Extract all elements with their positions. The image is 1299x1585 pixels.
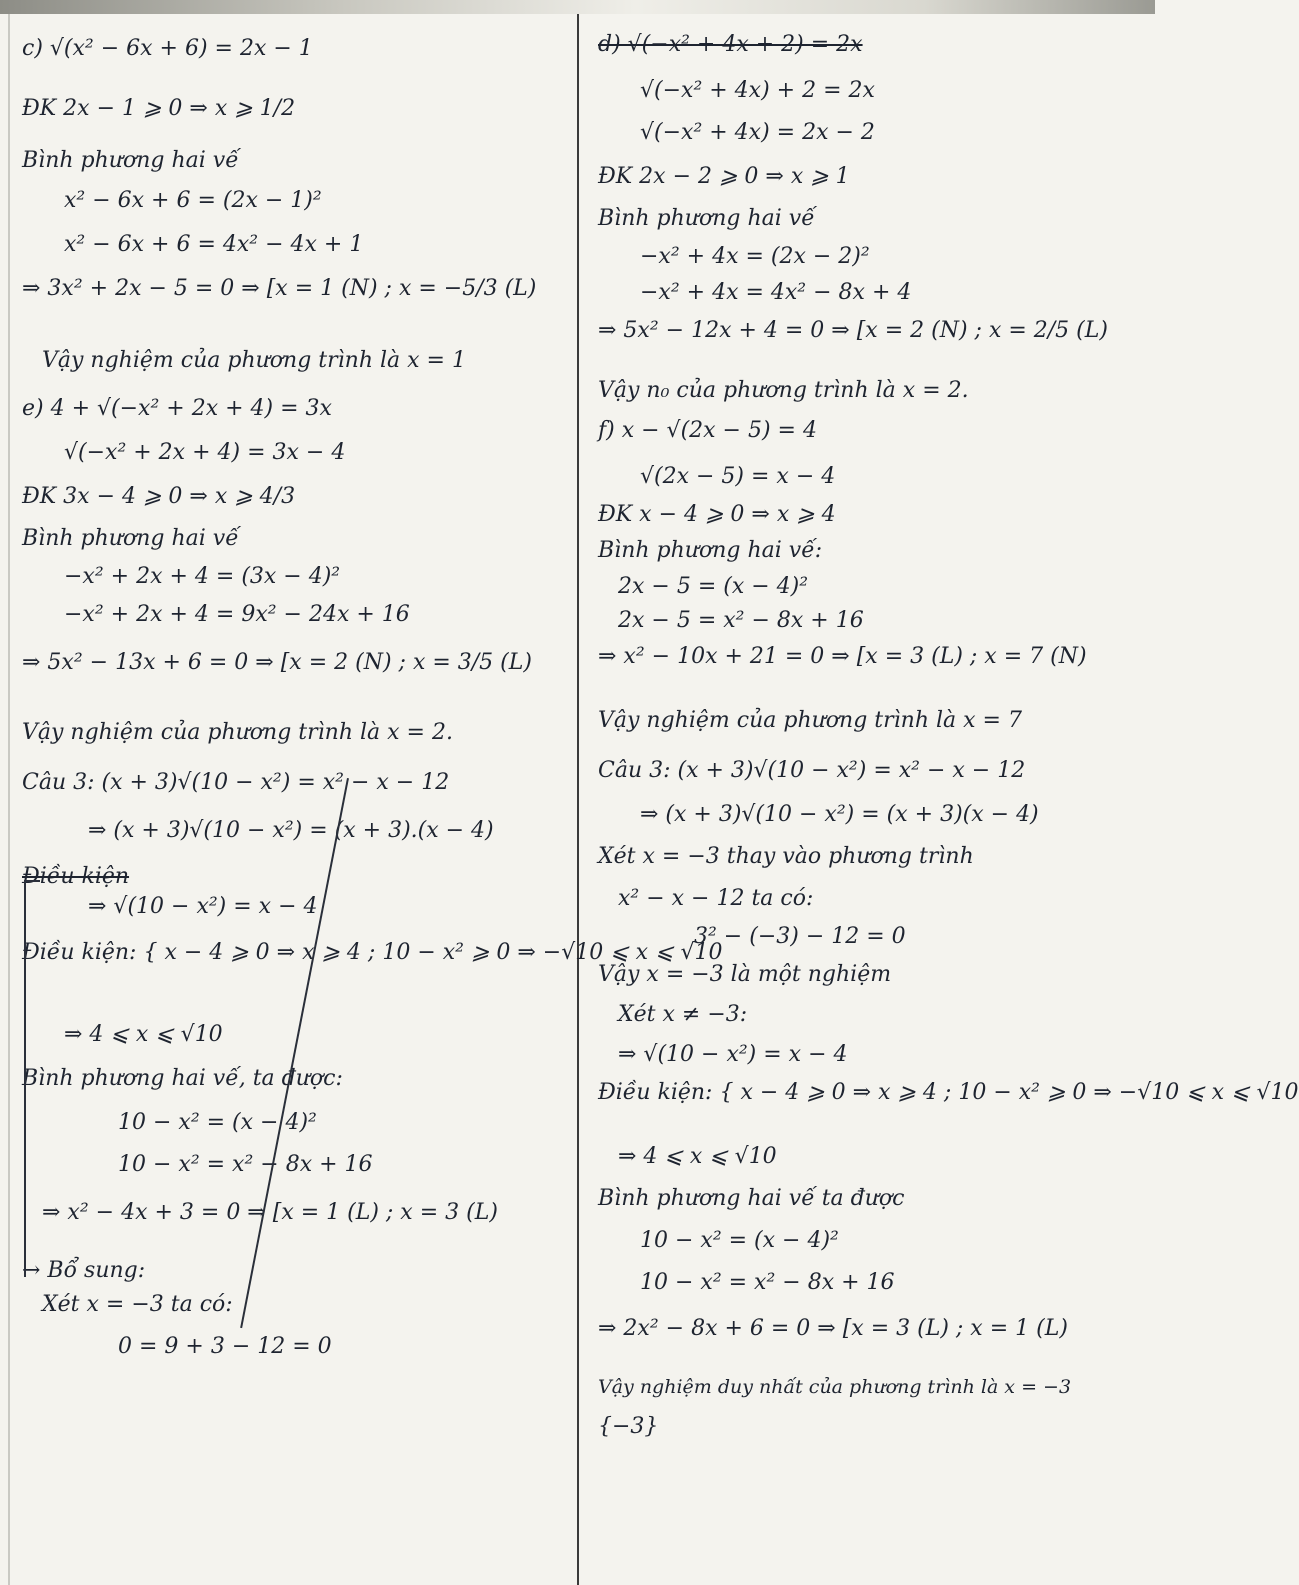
left-line: x² − 6x + 6 = (2x − 1)² (64, 188, 322, 213)
left-line: Vậy nghiệm của phương trình là x = 2. (22, 720, 453, 745)
left-line: ⇒ 3x² + 2x − 5 = 0 ⇒ [x = 1 (N) ; x = −5/3 (L) (22, 276, 537, 301)
right-line: Vậy nghiệm duy nhất của phương trình là x = −3 (598, 1376, 1072, 1398)
left-line: Điều kiện: { x − 4 ⩾ 0 ⇒ x ⩾ 4 ; 10 − x² ⩾ 0 ⇒ −√10 ⩽ x ⩽ √10 (22, 940, 723, 965)
right-line: Vậy nghiệm của phương trình là x = 7 (598, 708, 1022, 733)
right-line: Vậy n₀ của phương trình là x = 2. (598, 378, 969, 403)
left-line: → Bổ sung: (22, 1258, 146, 1283)
right-line: √(2x − 5) = x − 4 (640, 464, 836, 489)
left-line: ⇒ x² − 4x + 3 = 0 ⇒ [x = 1 (L) ; x = 3 (L) (42, 1200, 498, 1225)
right-line: Bình phương hai vế ta được (598, 1186, 905, 1211)
right-line: Điều kiện: { x − 4 ⩾ 0 ⇒ x ⩾ 4 ; 10 − x² ⩾ 0 ⇒ −√10 ⩽ x ⩽ √10 (598, 1080, 1299, 1105)
right-line: ⇒ (x + 3)√(10 − x²) = (x + 3)(x − 4) (640, 802, 1039, 827)
right-line: f) x − √(2x − 5) = 4 (598, 418, 817, 443)
left-line: ĐK 2x − 1 ⩾ 0 ⇒ x ⩾ 1/2 (22, 96, 296, 121)
right-line: Xét x ≠ −3: (618, 1002, 748, 1027)
right-line: Vậy x = −3 là một nghiệm (598, 962, 892, 987)
left-line: −x² + 2x + 4 = 9x² − 24x + 16 (64, 602, 410, 627)
left-line: c) √(x² − 6x + 6) = 2x − 1 (22, 36, 313, 61)
left-line: 0 = 9 + 3 − 12 = 0 (118, 1334, 332, 1359)
right-line: 10 − x² = (x − 4)² (640, 1228, 839, 1253)
right-line: √(−x² + 4x) + 2 = 2x (640, 78, 875, 103)
left-line: ⇒ (x + 3)√(10 − x²) = (x + 3).(x − 4) (88, 818, 494, 843)
right-line: 10 − x² = x² − 8x + 16 (640, 1270, 895, 1295)
right-line: Bình phương hai vế (598, 206, 815, 231)
left-line: −x² + 2x + 4 = (3x − 4)² (64, 564, 341, 589)
left-line-struck: Điều kiện (22, 864, 130, 889)
right-line: 2x − 5 = (x − 4)² (618, 574, 809, 599)
column-divider (577, 14, 579, 1585)
photo-top-edge (0, 0, 1155, 14)
right-line: Bình phương hai vế: (598, 538, 823, 563)
left-line: ĐK 3x − 4 ⩾ 0 ⇒ x ⩾ 4/3 (22, 484, 296, 509)
right-line: ĐK x − 4 ⩾ 0 ⇒ x ⩾ 4 (598, 502, 836, 527)
left-line: Bình phương hai vế, ta được: (22, 1066, 343, 1091)
right-line: ⇒ 5x² − 12x + 4 = 0 ⇒ [x = 2 (N) ; x = 2/5 (L) (598, 318, 1108, 343)
right-line: −x² + 4x = (2x − 2)² (640, 244, 870, 269)
left-line: Bình phương hai vế (22, 148, 239, 173)
left-line: 10 − x² = (x − 4)² (118, 1110, 317, 1135)
left-line: √(−x² + 2x + 4) = 3x − 4 (64, 440, 346, 465)
left-line: Bình phương hai vế (22, 526, 239, 551)
right-line: 2x − 5 = x² − 8x + 16 (618, 608, 864, 633)
right-line: ⇒ 4 ⩽ x ⩽ √10 (618, 1144, 777, 1169)
right-line: {−3} (598, 1414, 659, 1439)
right-line: ⇒ 2x² − 8x + 6 = 0 ⇒ [x = 3 (L) ; x = 1 (L) (598, 1316, 1068, 1341)
left-line: ⇒ 5x² − 13x + 6 = 0 ⇒ [x = 2 (N) ; x = 3/5 (L) (22, 650, 532, 675)
right-line: ⇒ √(10 − x²) = x − 4 (618, 1042, 848, 1067)
right-line: Câu 3: (x + 3)√(10 − x²) = x² − x − 12 (598, 758, 1026, 783)
left-line: Câu 3: (x + 3)√(10 − x²) = x² − x − 12 (22, 770, 450, 795)
right-line: Xét x = −3 thay vào phương trình (598, 844, 974, 869)
left-line: e) 4 + √(−x² + 2x + 4) = 3x (22, 396, 332, 421)
left-line: 10 − x² = x² − 8x + 16 (118, 1152, 373, 1177)
revision-bracket (24, 880, 40, 1277)
left-line: Vậy nghiệm của phương trình là x = 1 (42, 348, 466, 373)
pen-stroke (240, 778, 349, 1328)
right-line: ⇒ x² − 10x + 21 = 0 ⇒ [x = 3 (L) ; x = 7 (N) (598, 644, 1087, 669)
left-line: ⇒ √(10 − x²) = x − 4 (88, 894, 318, 919)
left-margin-line (8, 14, 10, 1585)
left-line: x² − 6x + 6 = 4x² − 4x + 1 (64, 232, 364, 257)
right-line: x² − x − 12 ta có: (618, 886, 814, 911)
right-line: 3² − (−3) − 12 = 0 (694, 924, 906, 949)
left-line: Xét x = −3 ta có: (42, 1292, 233, 1317)
left-line: ⇒ 4 ⩽ x ⩽ √10 (64, 1022, 223, 1047)
right-line: −x² + 4x = 4x² − 8x + 4 (640, 280, 912, 305)
right-line: ĐK 2x − 2 ⩾ 0 ⇒ x ⩾ 1 (598, 164, 850, 189)
right-line: √(−x² + 4x) = 2x − 2 (640, 120, 875, 145)
right-line-struck: d) √(−x² + 4x + 2) = 2x (598, 32, 863, 57)
